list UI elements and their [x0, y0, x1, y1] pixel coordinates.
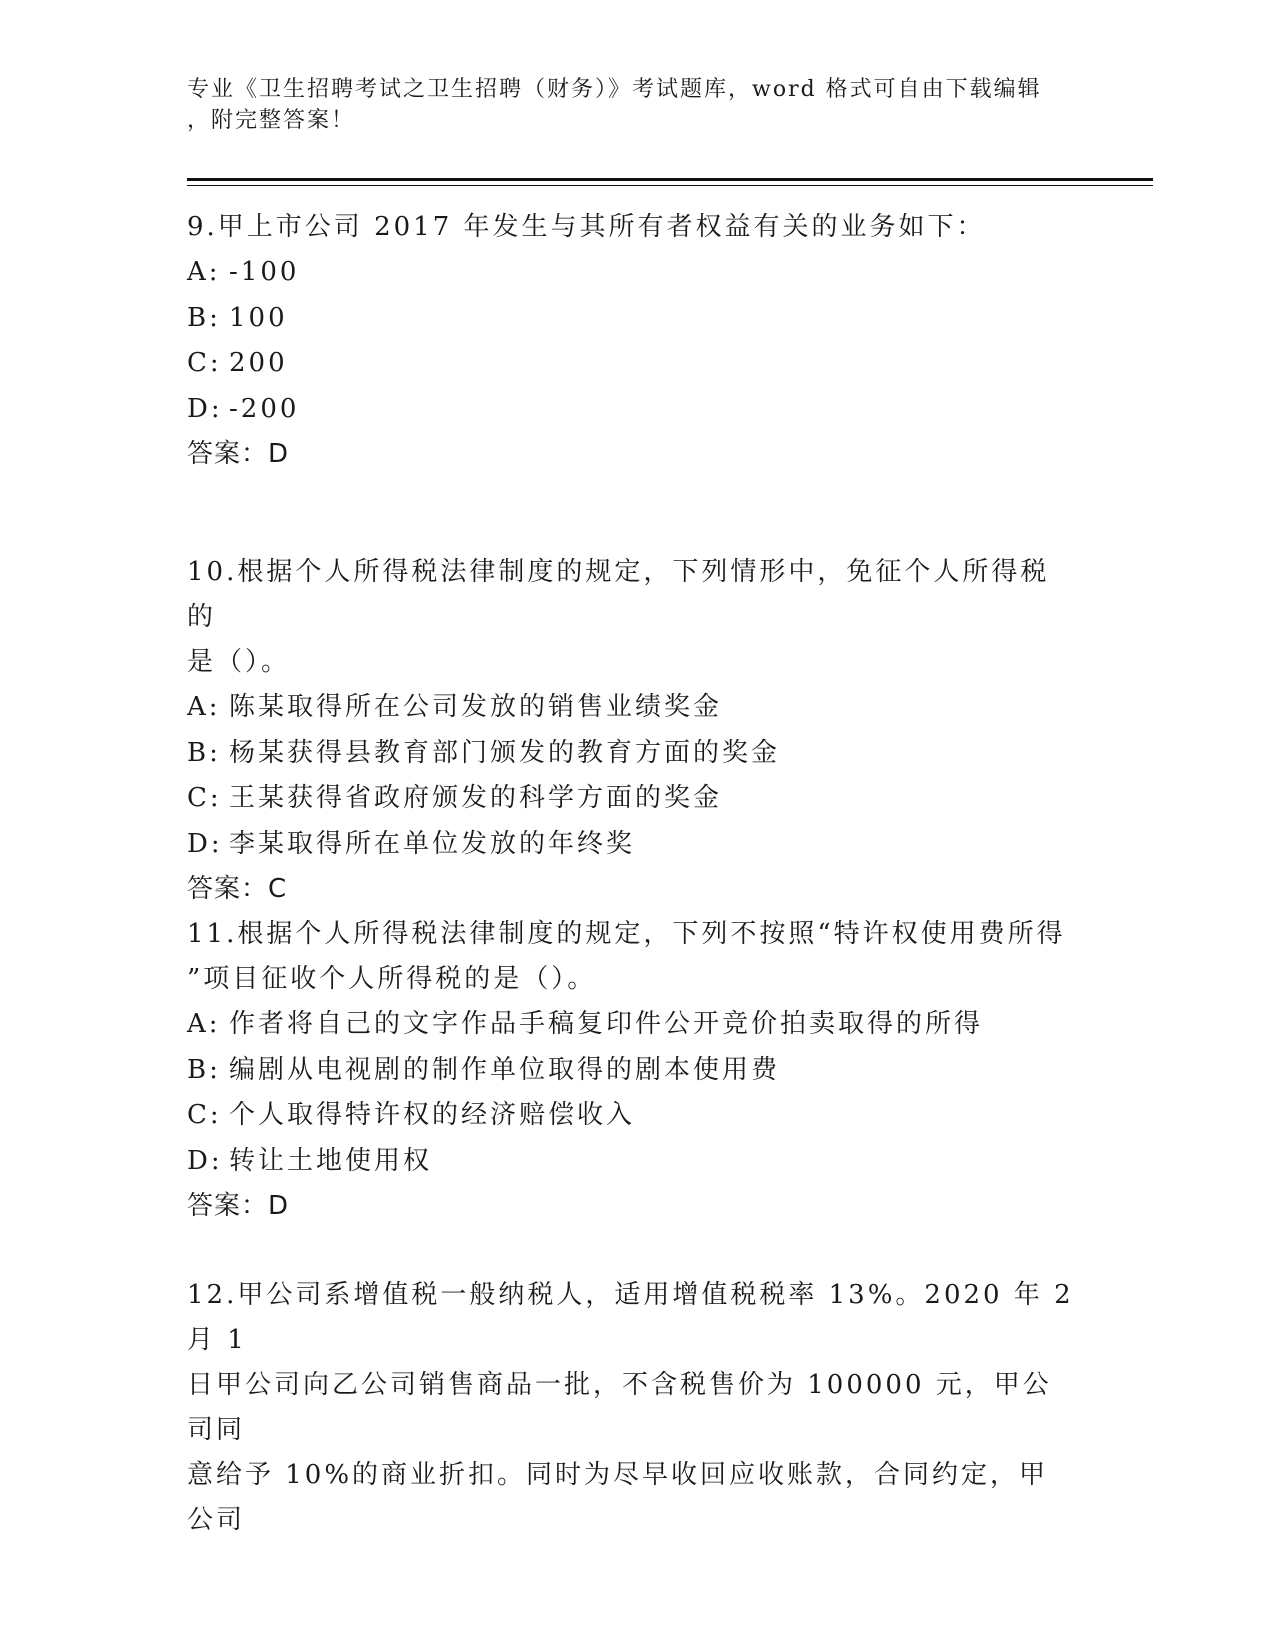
option-key: B: — [187, 737, 221, 768]
option-b — [187, 731, 1077, 777]
answer-line: 答案：D — [187, 1191, 290, 1221]
option-text: 个人取得特许权的经济赔偿收入 — [229, 1100, 636, 1130]
option-text: -200 — [229, 393, 300, 424]
question-stem-line-2: 日甲公司向乙公司销售商品一批，不含税售价为 100000 元，甲公司同 — [187, 1370, 1052, 1445]
option-d — [187, 822, 1077, 868]
option-key: B: — [187, 1054, 221, 1085]
option-key: A: — [187, 1009, 221, 1039]
option-text: 李某取得所在单位发放的年终奖 — [229, 828, 636, 859]
option-key: A: — [187, 257, 221, 287]
option-text: 转让土地使用权 — [229, 1145, 433, 1176]
option-b — [187, 1048, 1077, 1094]
question-stem-line-2: 是（）。 — [187, 647, 291, 677]
option-d — [187, 387, 1077, 433]
option-key: B: — [187, 302, 221, 333]
question-12 — [187, 1273, 1077, 1543]
question-stem-line-1: 10.根据个人所得税法律制度的规定，下列情形中，免征个人所得税的 — [187, 557, 1050, 632]
question-stem-line-3: 意给予 10%的商业折扣。同时为尽早收回应收账款，合同约定，甲公司 — [187, 1460, 1049, 1535]
option-text: 100 — [229, 302, 288, 333]
option-a — [187, 250, 1077, 296]
option-a — [187, 685, 1077, 731]
option-key: D: — [187, 1145, 223, 1176]
option-text: 陈某取得所在公司发放的销售业绩奖金 — [229, 692, 723, 722]
option-key: A: — [187, 692, 221, 722]
answer-line: 答案：D — [187, 439, 290, 469]
option-key: C: — [187, 348, 222, 378]
header-line-2: ，附完整答案！ — [187, 108, 356, 133]
option-key: D: — [187, 828, 223, 859]
option-text: 200 — [229, 348, 288, 378]
answer-line: 答案：C — [187, 874, 288, 904]
question-stem-line-2: ”项目征收个人所得税的是（）。 — [187, 964, 597, 994]
option-c — [187, 776, 1077, 822]
option-text: 杨某获得县教育部门颁发的教育方面的奖金 — [229, 737, 781, 768]
option-d — [187, 1139, 1077, 1185]
question-9 — [187, 205, 1077, 476]
option-key: C: — [187, 783, 222, 813]
question-stem-line-1: 12.甲公司系增值税一般纳税人，适用增值税税率 13%。2020 年 2 月 1 — [187, 1280, 1074, 1355]
option-c — [187, 341, 1077, 387]
question-10 — [187, 550, 1077, 911]
option-key: C: — [187, 1100, 222, 1130]
option-text: 王某获得省政府颁发的科学方面的奖金 — [229, 783, 723, 813]
header-line-1: 专业《卫生招聘考试之卫生招聘（财务）》考试题库，word 格式可自由下载编辑 — [187, 77, 1042, 102]
option-b — [187, 296, 1077, 342]
option-c — [187, 1093, 1077, 1139]
option-text: -100 — [229, 257, 300, 287]
header-rule-thick — [187, 178, 1153, 181]
header-rule-thin — [187, 185, 1153, 186]
option-a — [187, 1002, 1077, 1048]
document-header — [187, 74, 1067, 136]
option-text: 编剧从电视剧的制作单位取得的剧本使用费 — [229, 1054, 781, 1085]
question-stem: 9.甲上市公司 2017 年发生与其所有者权益有关的业务如下： — [187, 212, 986, 242]
question-11 — [187, 912, 1077, 1228]
question-stem-line-1: 11.根据个人所得税法律制度的规定，下列不按照“特许权使用费所得 — [187, 919, 1066, 949]
option-text: 作者将自己的文字作品手稿复印件公开竞价拍卖取得的所得 — [229, 1009, 984, 1039]
option-key: D: — [187, 393, 223, 424]
